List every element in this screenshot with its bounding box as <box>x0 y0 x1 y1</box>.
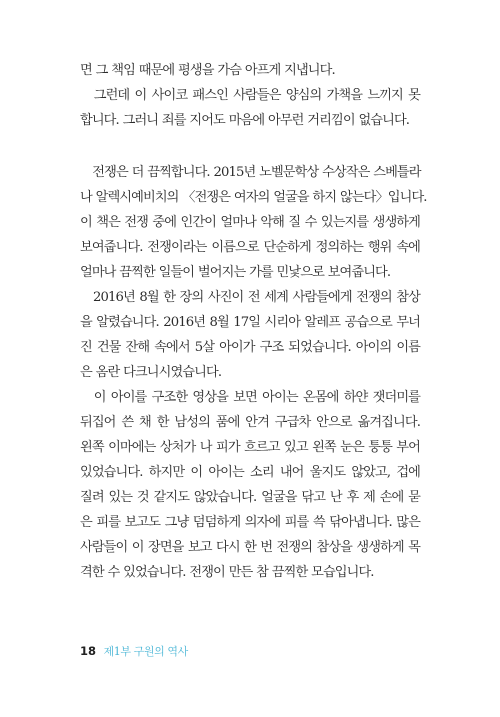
text-line: 을 알렸습니다. 2016년 8월 17일 시리아 알레프 공습으로 무너 <box>80 315 420 330</box>
text-line: 보여줍니다. 전쟁이라는 이름으로 단순하게 정의하는 행위 속에 <box>80 240 420 255</box>
text-line: 왼쪽 이마에는 상처가 나 피가 흐르고 있고 왼쪽 눈은 퉁퉁 부어 <box>80 440 420 455</box>
paragraph <box>80 83 420 133</box>
text-line: 이 아이를 구조한 영상을 보면 아이는 온몸에 하얀 잿더미를 <box>80 390 420 405</box>
page-body <box>80 58 427 585</box>
text-line: 면 그 책임 때문에 평생을 가슴 아프게 지냅니다. <box>80 63 335 78</box>
text-line: 뒤집어 쓴 채 한 남성의 품에 안겨 구급차 안으로 옮겨집니다. <box>80 415 420 430</box>
paragraph <box>80 58 420 83</box>
text-line: 있었습니다. 하지만 이 아이는 소리 내어 울지도 않았고, 겁에 <box>80 465 420 480</box>
text-line: 은 피를 보고도 그냥 덤덤하게 의자에 피를 쓱 닦아냅니다. 많은 <box>80 515 420 530</box>
paragraph <box>80 160 427 285</box>
page-number: 18 <box>80 644 97 658</box>
chapter-title: 제1부 구원의 역사 <box>103 645 188 658</box>
page-footer <box>80 644 188 659</box>
text-line: 격한 수 있었습니다. 전쟁이 만든 참 끔찍한 모습입니다. <box>80 565 374 580</box>
paragraph <box>80 285 420 385</box>
text-line: 질려 있는 것 같지도 않았습니다. 얼굴을 닦고 난 후 제 손에 묻 <box>80 490 420 505</box>
text-line: 전쟁은 더 끔찍합니다. 2015년 노벨문학상 수상작은 스베틀라 <box>80 165 421 180</box>
text-line: 나 알렉시예비치의 〈전쟁은 여자의 얼굴을 하지 않는다〉입니다. <box>80 190 427 205</box>
text-line: 2016년 8월 한 장의 사진이 전 세계 사람들에게 전쟁의 참상 <box>80 290 420 305</box>
text-line: 얼마나 끔찍한 일들이 벌어지는 가를 민낯으로 보여줍니다. <box>80 265 391 280</box>
paragraph <box>80 385 420 585</box>
text-line: 이 책은 전쟁 중에 인간이 얼마나 악해 질 수 있는지를 생생하게 <box>80 215 420 230</box>
text-line: 은 옴란 다크니시였습니다. <box>80 365 222 380</box>
text-line: 합니다. 그러니 죄를 지어도 마음에 아무런 거리낌이 없습니다. <box>80 113 410 128</box>
text-line: 사람들이 이 장면을 보고 다시 한 번 전쟁의 참상을 생생하게 목 <box>80 540 420 555</box>
text-line: 그런데 이 사이코 패스인 사람들은 양심의 가책을 느끼지 못 <box>80 88 420 103</box>
paragraph-gap <box>80 133 420 160</box>
text-line: 진 건물 잔해 속에서 5살 아이가 구조 되었습니다. 아이의 이름 <box>80 340 420 355</box>
